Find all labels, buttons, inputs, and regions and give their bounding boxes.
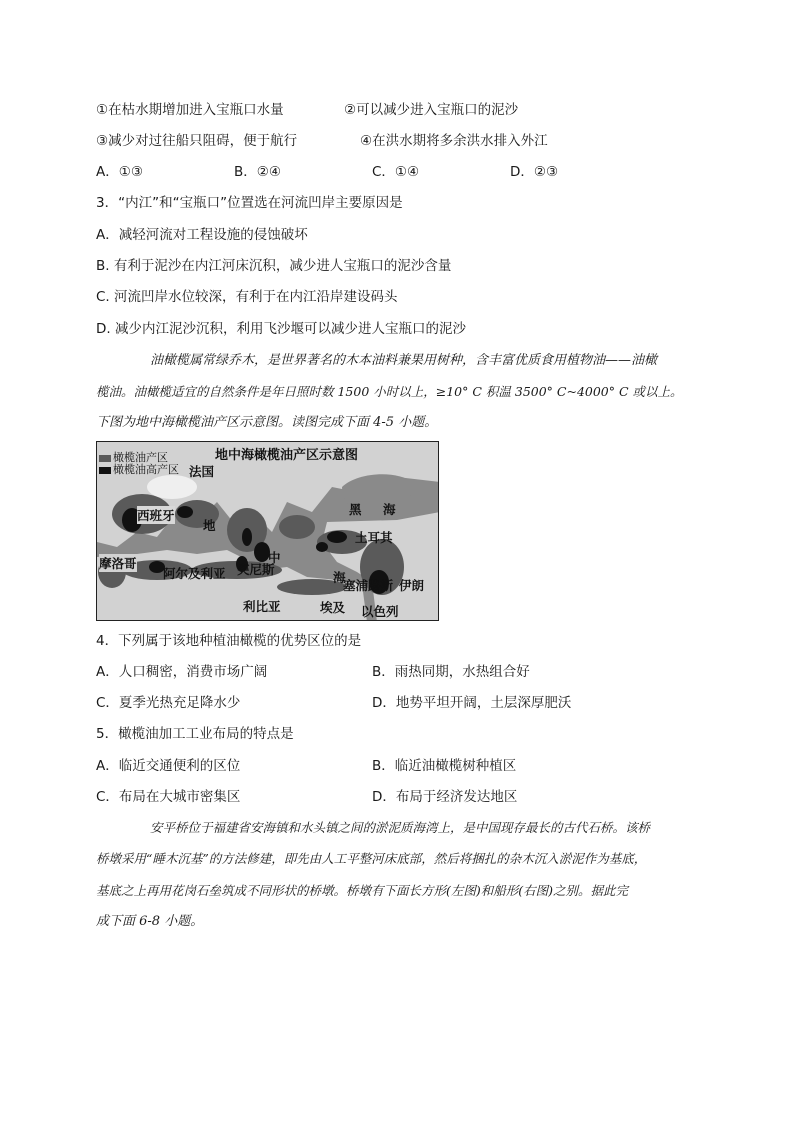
passage2-line1: 安平桥位于福建省安海镇和水头镇之间的淤泥质海湾上，是中国现存最长的古代石桥。该桥 bbox=[150, 820, 651, 835]
passage1-line3: 下图为地中海橄榄油产区示意图。读图完成下面 4-5 小题。 bbox=[96, 415, 438, 430]
label-france: 法国 bbox=[189, 464, 215, 479]
q5-option-c: C．布局在大城市密集区 bbox=[96, 789, 241, 805]
q2-choice-a: A．①③ bbox=[96, 164, 143, 180]
label-turkey: 土耳其 bbox=[355, 530, 393, 545]
q4-option-c: C．夏季光热充足降水少 bbox=[96, 695, 241, 711]
q3-option-a: A．减轻河流对工程设施的侵蚀破坏 bbox=[96, 227, 308, 243]
q3-stem: 3．“内江”和“宝瓶口”位置选在河流凹岸主要原因是 bbox=[96, 195, 403, 211]
q3-option-b: B. 有利于泥沙在内江河床沉积，减少进人宝瓶口的泥沙含量 bbox=[96, 258, 452, 274]
label-spain: 西班牙 bbox=[137, 508, 175, 523]
option-2: ②可以减少进入宝瓶口的泥沙 bbox=[344, 102, 519, 118]
option-1: ①在枯水期增加进入宝瓶口水量 bbox=[96, 102, 284, 118]
q4-option-a: A．人口稠密，消费市场广阔 bbox=[96, 664, 268, 680]
q5-option-b: B．临近油橄榄树种植区 bbox=[372, 758, 517, 774]
label-algeria: 阿尔及利亚 bbox=[163, 566, 226, 581]
map-title: 地中海橄榄油产区示意图 bbox=[215, 448, 359, 463]
passage2-line4: 成下面 6-8 小题。 bbox=[96, 914, 204, 929]
label-tunisia: 突尼斯 bbox=[237, 562, 275, 577]
legend-high: 橄榄油高产区 bbox=[99, 464, 179, 476]
label-di: 地 bbox=[203, 518, 216, 533]
q4-option-b: B．雨热同期，水热组合好 bbox=[372, 664, 530, 680]
label-libya: 利比亚 bbox=[243, 599, 281, 614]
q5-option-a: A．临近交通便利的区位 bbox=[96, 758, 241, 774]
label-hai: 海 bbox=[333, 570, 346, 585]
map-legend bbox=[99, 452, 179, 476]
q3-option-d: D. 减少内江泥沙沉积，利用飞沙堰可以减少进人宝瓶口的泥沙 bbox=[96, 321, 466, 337]
label-zhong: 中 bbox=[268, 550, 281, 565]
passage1-line1: 油橄榄属常绿乔木，是世界著名的木本油料兼果用树种，含丰富优质食用植物油——油橄 bbox=[150, 353, 658, 368]
label-egypt: 埃及 bbox=[320, 600, 346, 615]
q3-option-c: C. 河流凹岸水位较深，有利于在内江沿岸建设码头 bbox=[96, 289, 398, 305]
label-iran: 伊朗 bbox=[399, 578, 425, 593]
legend-olive: 橄榄油产区 bbox=[99, 452, 179, 464]
q2-choice-b: B．②④ bbox=[234, 164, 281, 180]
label-cyprus: 塞浦路斯 bbox=[343, 578, 394, 593]
q4-stem: 4．下列属于该地种植油橄榄的优势区位的是 bbox=[96, 633, 362, 649]
passage2-line3: 基底之上再用花岗石垒筑成不同形状的桥墩。桥墩有下面长方形(左图)和船形(右图)之别。据此完 bbox=[96, 883, 629, 898]
label-hei-hai: 海 bbox=[383, 502, 396, 517]
q2-choice-d: D．②③ bbox=[510, 164, 559, 180]
q5-option-d: D．布局于经济发达地区 bbox=[372, 789, 518, 805]
q4-option-d: D．地势平坦开阔，土层深厚肥沃 bbox=[372, 695, 572, 711]
label-morocco: 摩洛哥 bbox=[99, 556, 137, 571]
q5-stem: 5．橄榄油加工工业布局的特点是 bbox=[96, 726, 294, 742]
passage1-line2: 榄油。油橄榄适宜的自然条件是年日照时数 1500 小时以上，≥10° C 积温 3500° C~4000° C 或以上。 bbox=[96, 384, 683, 399]
q2-choice-c: C．①④ bbox=[372, 164, 420, 180]
mediterranean-olive-map bbox=[96, 441, 439, 621]
label-israel: 以色列 bbox=[361, 604, 399, 619]
option-4: ④在洪水期将多余洪水排入外江 bbox=[360, 133, 548, 149]
option-3: ③减少对过往船只阻碍，便于航行 bbox=[96, 133, 298, 149]
label-hei: 黑 bbox=[349, 502, 362, 517]
passage2-line2: 桥墩采用“睡木沉基”的方法修建，即先由人工平整河床底部，然后将捆扎的杂木沉入淤泥作为基底， bbox=[96, 851, 647, 866]
